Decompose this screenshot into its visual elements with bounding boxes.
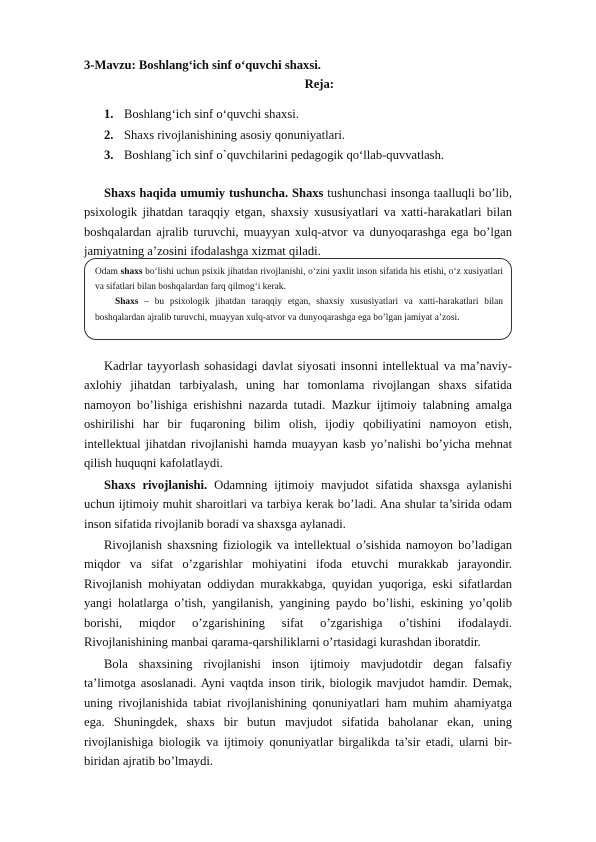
definition-text: Odam shaxs bo‘lishi uchun psixik jihatdan rivojlanishi, o‘zini yaxlit inson sifatida his etishi, o‘z xusiyatlari va sifatlari bilan boshqalardan farq qilmog‘i kerak. [95, 267, 503, 293]
plan-heading: Reja: [304, 77, 334, 91]
paragraph-shaxs-concept: Shaxs haqida umumiy tushuncha. Shaxs tushunchasi insonga taalluqli bo’lib, psixologik jihatdan taraqqiy etgan, shaxsiy xususiyatlari va xatti-harakatlari bilan boshqalardan ajralib turuvchi, muayyan xulq-atvor va dunyoqarashga ega bo’lgan jamiyatning a’zosini ifodalashga xizmat qiladi. [84, 186, 512, 259]
paragraph-development: Shaxs rivojlanishi. Odamning ijtimoiy mavjudot sifatida shaxsga aylanishi uchun ijtimoiy muhit sharoitlari va tarbiya kerak bo’ladi. Ana shular ta’sirida odam inson sifatida rivojlanib boradi va shaxsga aylanadi. [84, 478, 512, 531]
paragraph-lead: Shaxs rivojlanishi. [104, 478, 208, 492]
plan-list [104, 104, 444, 166]
lesson-title: 3-Mavzu: Boshlang‘ich sinf o‘quvchi shaxsi. [84, 58, 321, 72]
definition-text: Shaxs – bu psixologik jihatdan taraqqiy etgan, shaxsiy xususiyatlari va xatti-harakatlari bilan boshqalardan ajralib turuvchi, muayyan xulq-atvor va dunyoqarashga ega bo’lgan jamiyat a’zosi. [95, 297, 503, 323]
paragraph-development-essence: Rivojlanish shaxsning fiziologik va intellektual o’sishida namoyon bo’ladigan miqdor va sifat o’zgarishlar mohiyatini ifoda etuvchi murakkab jarayondir. Rivojlanish mohiyatan oddiydan murakkabga, quyidan yuqoriga, eski sifatlardan yangi holatlarga o’tish, yangilanish, yangining paydo bo’lishi, eskining yo’qolib borishi, miqdor o’zgarishining sifat o’zgarishiga o’tishini ifodalaydi. Rivojlanishining manbai qarama-qarshiliklarni o’rtasidagi kurashdan iboratdir. [84, 538, 512, 650]
paragraph-lead: Shaxs haqida umumiy tushuncha. Shaxs [104, 186, 324, 200]
paragraph-cadres: Kadrlar tayyorlash sohasidagi davlat siyosati insonni intellektual va ma’naviy-axlohiy jihatdan tarbiyalash, uning har tomonlama rivojlangan shaxs sifatida namoyon bo’lishiga erishishni nazarda tutadi. Mazkur ijtimoiy talabning amalga oshirilishi har bir fuqaroning bilim olish, ijodiy qobiliyatini namoyon etish, intellektual jihatdan rivojlanishi hamda muayyan kasb yo’nalishi bo’yicha mehnat qilish huquqni kafolatlaydi. [84, 359, 512, 471]
plan-item: 3. Boshlang`ich sinf o`quvchilarini pedagogik qo‘llab-quvvatlash. [104, 148, 445, 162]
plan-item: 1. Boshlang‘ich sinf o‘quvchi shaxsi. [104, 107, 299, 121]
plan-item: 2. Shaxs rivojlanishining asosiy qonuniyatlari. [104, 127, 346, 142]
definition-box [84, 258, 512, 340]
paragraph-child-development: Bola shaxsining rivojlanishi inson ijtimoiy mavjudotdir degan falsafiy ta’limotga asoslanadi. Ayni vaqtda inson tirik, biologik mavjudot hamdir. Demak, uning rivojlanishida tabiat rivojlanishining qonuniyatlari ham muhim ahamiyatga ega. Shuningdek, shaxs bir butun mavjudot sifatida baholanar ekan, uning rivojlanishiga biologik va ijtimoiy qonuniyatlar birgalikda ta’sir etadi, ularni bir-biridan ajratib bo’lmaydi. [84, 657, 512, 769]
